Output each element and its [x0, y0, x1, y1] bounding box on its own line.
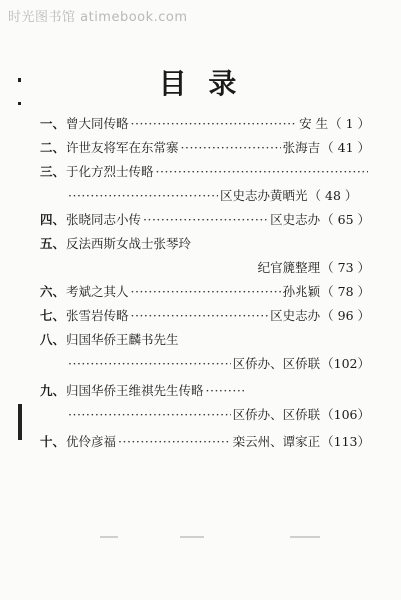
entry-page: （ 65 ） [321, 212, 370, 227]
entry-author: 区侨办、区侨联 [232, 356, 321, 371]
entry-title: 张晓同志小传 [66, 212, 142, 227]
leader-dots [181, 142, 281, 155]
leader-dots [143, 214, 268, 227]
entry-title: 归国华侨王麟书先生 [66, 332, 179, 347]
toc-entry [40, 238, 370, 279]
entry-title: 曾大同传略 [66, 116, 129, 131]
watermark: 时光图书馆 atimebook.com [8, 10, 188, 25]
toc-entry [40, 310, 370, 327]
entry-number: 三、 [40, 164, 66, 179]
entry-title: 反法西斯女战士张琴玲 [66, 236, 192, 251]
leader-dots [206, 385, 246, 398]
entry-author: 栾云州、谭家正 [232, 434, 321, 449]
table-of-contents [40, 118, 370, 453]
entry-number: 八、 [40, 332, 66, 347]
scan-smudge [100, 536, 118, 538]
leader-dots [131, 310, 269, 323]
entry-page: （102） [321, 356, 370, 371]
entry-author: 区侨办、区侨联 [232, 407, 321, 422]
entry-page: （ 41 ） [321, 140, 370, 155]
entry-author: 孙兆颖 [282, 284, 321, 299]
toc-entry [40, 166, 370, 207]
entry-page: （ 78 ） [321, 284, 370, 299]
entry-author: 纪官篪整理 [257, 260, 321, 275]
entry-title: 归国华侨王维祺先生传略 [66, 383, 204, 398]
toc-entry [40, 286, 370, 303]
entry-title: 许世友将军在东常寨 [66, 140, 179, 155]
entry-number: 九、 [40, 383, 66, 398]
entry-author: 区史志办 [270, 308, 321, 323]
entry-page: （113） [321, 434, 370, 449]
entry-number: 四、 [40, 212, 66, 227]
leader-dots [68, 409, 231, 422]
binding-mark [18, 404, 22, 440]
entry-page: （ 48 ） [308, 188, 358, 203]
entry-number: 十、 [40, 434, 66, 449]
toc-entry [40, 385, 370, 426]
entry-page: （ 1 ） [329, 116, 370, 131]
entry-author: 安 生 [299, 116, 329, 131]
toc-entry [40, 142, 370, 159]
leader-dots [156, 166, 368, 179]
page-title: 目 录 [158, 67, 243, 100]
entry-number: 二、 [40, 140, 66, 155]
entry-author: 张海吉 [282, 140, 321, 155]
entry-number: 一、 [40, 116, 66, 131]
leader-dots [131, 118, 298, 131]
entry-title: 于化方烈士传略 [66, 164, 154, 179]
toc-entry [40, 214, 370, 231]
toc-entry [40, 118, 370, 135]
entry-page: （106） [321, 407, 370, 422]
entry-author: 区史志办黄晒光 [220, 188, 308, 203]
entry-title: 张雪岩传略 [66, 308, 129, 323]
toc-entry [40, 436, 370, 453]
toc-entry [40, 334, 370, 375]
entry-page: （ 96 ） [321, 308, 370, 323]
scan-smudge [290, 536, 320, 538]
leader-dots [118, 436, 231, 449]
entry-page: （ 73 ） [321, 260, 370, 275]
leader-dots [131, 286, 281, 299]
leader-dots [68, 190, 218, 203]
entry-number: 五、 [40, 236, 66, 251]
entry-number: 七、 [40, 308, 66, 323]
leader-dots [68, 358, 231, 371]
entry-title: 考斌之其人 [66, 284, 129, 299]
margin-mark [18, 102, 21, 105]
entry-number: 六、 [40, 284, 66, 299]
scan-smudge [180, 536, 204, 538]
entry-title: 优伶彦福 [66, 434, 117, 449]
entry-author: 区史志办 [270, 212, 321, 227]
